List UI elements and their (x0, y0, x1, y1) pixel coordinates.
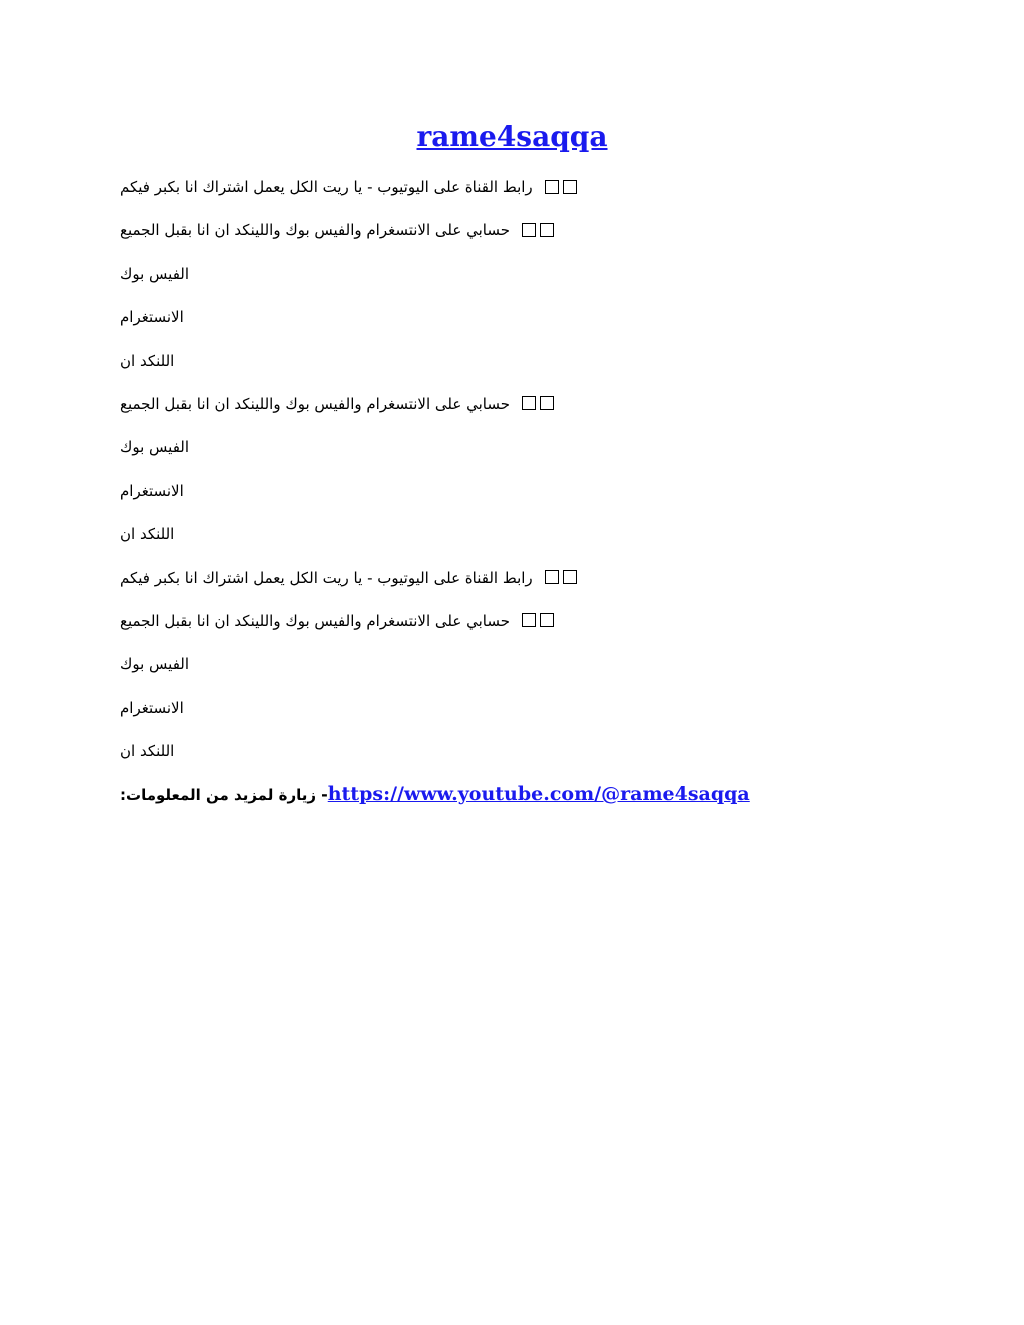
line-text: اللنكد ان (120, 525, 175, 544)
footer-dash: - (321, 785, 328, 804)
line-text: الانستغرام (120, 481, 184, 500)
line-text: الفيس بوك (120, 264, 190, 283)
missing-glyph-icon (563, 570, 577, 584)
footer-label: زيارة لمزيد من المعلومات: (120, 786, 316, 804)
text-line (120, 174, 820, 217)
text-line (120, 348, 820, 391)
line-text: حسابي على الانتسغرام والفيس بوك واللينكد ان انا بقبل الجميع (120, 611, 511, 630)
line-text: حسابي على الانتسغرام والفيس بوك واللينكد ان انا بقبل الجميع (120, 394, 511, 413)
line-text: الفيس بوك (120, 438, 190, 457)
text-line (120, 565, 820, 608)
missing-glyph-boxes (518, 218, 554, 244)
missing-glyph-icon (540, 396, 554, 410)
missing-glyph-icon (545, 570, 559, 584)
text-line (120, 391, 820, 434)
line-text: الفيس بوك (120, 655, 190, 674)
line-text: اللنكد ان (120, 742, 175, 761)
line-text: رابط القناة على اليوتيوب - يا ريت الكل يعمل اشتراك انا بكبر فيكم (120, 568, 533, 587)
missing-glyph-icon (545, 180, 559, 194)
missing-glyph-boxes (518, 608, 554, 634)
missing-glyph-boxes (541, 565, 577, 591)
footer-line (120, 780, 750, 809)
document-body (120, 174, 820, 781)
missing-glyph-boxes (518, 391, 554, 417)
text-line (120, 521, 820, 564)
missing-glyph-icon (540, 613, 554, 627)
missing-glyph-icon (522, 223, 536, 237)
text-line (120, 261, 820, 304)
title-link[interactable]: rame4saqqa (416, 120, 608, 153)
text-line (120, 651, 820, 694)
text-line (120, 478, 820, 521)
line-text: اللنكد ان (120, 351, 175, 370)
line-text: رابط القناة على اليوتيوب - يا ريت الكل يعمل اشتراك انا بكبر فيكم (120, 178, 533, 196)
page-title (0, 115, 1024, 159)
line-text: الانستغرام (120, 698, 184, 717)
youtube-link[interactable]: https://www.youtube.com/@rame4saqqa (327, 783, 750, 805)
missing-glyph-icon (563, 180, 577, 194)
text-line (120, 304, 820, 347)
text-line (120, 217, 820, 260)
text-line (120, 738, 820, 781)
missing-glyph-icon (522, 396, 536, 410)
missing-glyph-icon (522, 613, 536, 627)
text-line (120, 695, 820, 738)
missing-glyph-icon (540, 223, 554, 237)
text-line (120, 434, 820, 477)
text-line (120, 608, 820, 651)
line-text: الانستغرام (120, 308, 184, 327)
missing-glyph-boxes (541, 175, 577, 201)
line-text: حسابي على الانتسغرام والفيس بوك واللينكد ان انا بقبل الجميع (120, 221, 511, 240)
